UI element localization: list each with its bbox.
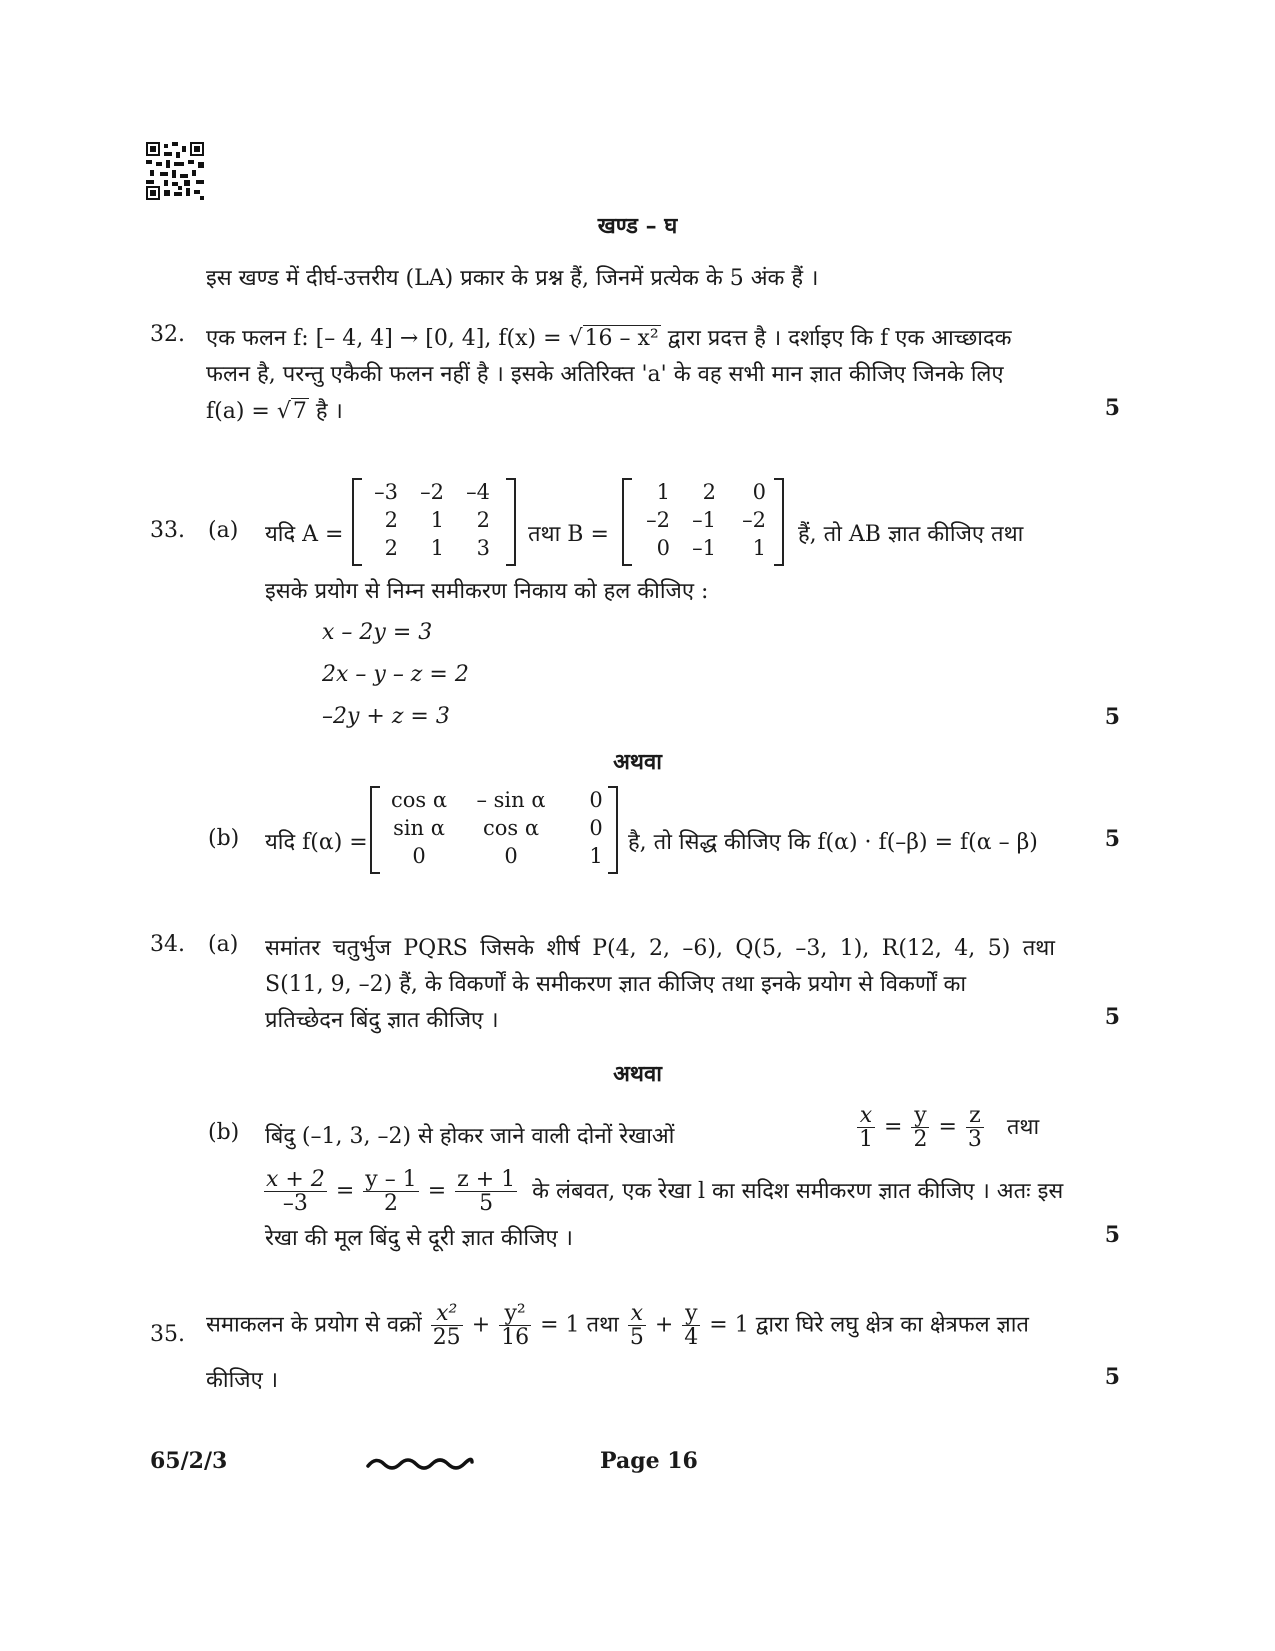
fraction: $\frac{z + 1}{5}$ bbox=[457, 1167, 516, 1217]
fraction: $\frac{\text{x²}}{25}$ bbox=[432, 1301, 461, 1351]
marks: 5 bbox=[1104, 395, 1120, 421]
marks: 5 bbox=[1104, 826, 1120, 852]
q35-line2: कीजिए । bbox=[206, 1368, 279, 1393]
fraction: $\frac{y}{4}$ bbox=[684, 1301, 699, 1351]
q33b-post: है, तो सिद्ध कीजिए कि f(α) · f(–β) = f(α – β) bbox=[628, 830, 1038, 855]
marks: 5 bbox=[1104, 1364, 1120, 1390]
matrix-cell: 3 bbox=[476, 536, 490, 560]
matrix-bracket bbox=[774, 478, 784, 566]
q32-line2: फलन है, परन्तु एकैकी फलन नहीं है । इसके अतिरिक्त 'a' के वह सभी मान ज्ञात कीजिए जिनके लिए bbox=[206, 362, 1004, 387]
marks: 5 bbox=[1104, 1222, 1120, 1248]
sub-label: (b) bbox=[208, 1120, 240, 1145]
matrix-cell: 0 bbox=[752, 480, 766, 504]
sqrt-expression: 16 – x² bbox=[584, 326, 659, 351]
q32-line1: एक फलन f: [– 4, 4] → [0, 4], f(x) = √16 – x² द्वारा प्रदत्त है । दर्शाइए कि f एक आच्छादक bbox=[206, 326, 1012, 351]
q33a-post: हैं, तो AB ज्ञात कीजिए तथा bbox=[798, 522, 1024, 547]
q33a-line2: इसके प्रयोग से निम्न समीकरण निकाय को हल कीजिए : bbox=[265, 579, 709, 604]
fraction: $\frac{x}{5}$ bbox=[629, 1301, 644, 1351]
matrix-cell: 0 bbox=[656, 536, 670, 560]
equation: x – 2y = 3 bbox=[322, 620, 433, 645]
q35-text: समाकलन के प्रयोग से वक्रों bbox=[206, 1312, 422, 1338]
matrix-cell: 0 bbox=[589, 788, 603, 812]
matrix-cell: 2 bbox=[476, 508, 490, 532]
q35-line1: समाकलन के प्रयोग से वक्रों $\frac{\text{x²}}{25}$ + $\frac{\text{y²}}{16}$ = 1 तथा $\frac{x}{5}$ + $\frac{y}{4}$ = 1 द्वारा घिरे लघु क्षेत्र का क्षेत्रफल ज्ञात bbox=[206, 1301, 1029, 1351]
fraction: $\frac{y - 1}{2}$ bbox=[365, 1167, 417, 1217]
question-number: 35. bbox=[150, 1322, 185, 1347]
question-number: 33. bbox=[150, 518, 185, 543]
matrix-a bbox=[366, 480, 494, 560]
q33a-pre: यदि A = bbox=[265, 522, 344, 547]
section-title: खण्ड – घ bbox=[597, 213, 678, 239]
q34b-fractions-1: $\frac{x}{1}$ = $\frac{y}{2}$ = $\frac{z}{3}$ तथा bbox=[859, 1103, 1040, 1153]
q33a-mid: तथा B = bbox=[528, 522, 609, 547]
fraction: $\frac{x}{1}$ bbox=[859, 1103, 873, 1153]
equation: –2y + z = 3 bbox=[322, 704, 450, 729]
matrix-cell: 2 bbox=[384, 508, 398, 532]
matrix-cell: 2 bbox=[702, 480, 716, 504]
matrix-cell: 1 bbox=[752, 536, 766, 560]
or-divider: अथवा bbox=[613, 749, 662, 775]
matrix-cell: – sin α bbox=[476, 788, 546, 812]
matrix-bracket bbox=[370, 786, 380, 874]
matrix-cell: –2 bbox=[420, 480, 444, 504]
matrix-cell: –2 bbox=[742, 508, 766, 532]
q34b-text: बिंदु (–1, 3, –2) से होकर जाने वाली दोनों रेखाओं bbox=[265, 1124, 675, 1149]
marks: 5 bbox=[1104, 704, 1120, 730]
matrix-cell: 0 bbox=[589, 816, 603, 840]
fraction: $\frac{\text{y²}}{16}$ bbox=[501, 1301, 530, 1351]
fraction: $\frac{x + 2}{-3}$ bbox=[266, 1167, 325, 1217]
matrix-cell: 1 bbox=[430, 536, 444, 560]
q33b-pre: यदि f(α) = bbox=[265, 830, 368, 855]
q32-text: f(a) = bbox=[206, 399, 277, 424]
matrix-cell: –1 bbox=[692, 536, 716, 560]
q34a-line3: प्रतिच्छेदन बिंदु ज्ञात कीजिए । bbox=[265, 1008, 499, 1033]
q34b-line3: रेखा की मूल बिंदु से दूरी ज्ञात कीजिए । bbox=[265, 1226, 573, 1251]
q32-text: द्वारा प्रदत्त है । दर्शाइए कि f एक आच्छादक bbox=[660, 326, 1012, 351]
qr-code-icon bbox=[146, 142, 204, 200]
matrix-cell: cos α bbox=[482, 816, 540, 840]
matrix-bracket bbox=[352, 478, 362, 566]
q34b-text: तथा bbox=[1006, 1114, 1040, 1140]
matrix-cell: 1 bbox=[589, 844, 603, 868]
section-intro: इस खण्ड में दीर्घ-उत्तरीय (LA) प्रकार के प्रश्न हैं, जिनमें प्रत्येक के 5 अंक हैं । bbox=[206, 266, 819, 291]
q34b-line1 bbox=[265, 1120, 674, 1150]
q34a-line1: समांतर चतुर्भुज PQRS जिसके शीर्ष P(4, 2, –6), Q(5, –3, 1), R(12, 4, 5) तथा bbox=[265, 936, 1055, 961]
q34a-line2: S(11, 9, –2) हैं, के विकर्णों के समीकरण ज्ञात कीजिए तथा इनके प्रयोग से विकर्णों का bbox=[265, 972, 967, 997]
matrix-f bbox=[384, 788, 628, 868]
q32-line3: f(a) = √7 है । bbox=[206, 399, 343, 424]
page-number: Page 16 bbox=[600, 1448, 698, 1474]
matrix-bracket bbox=[622, 478, 632, 566]
matrix-bracket bbox=[506, 478, 516, 566]
fraction: $\frac{z}{3}$ bbox=[967, 1103, 982, 1153]
matrix-cell: –1 bbox=[692, 508, 716, 532]
equation: 2x – y – z = 2 bbox=[322, 662, 469, 687]
matrix-cell: 1 bbox=[656, 480, 670, 504]
sub-label: (a) bbox=[208, 932, 239, 957]
matrix-cell: 0 bbox=[504, 844, 518, 868]
question-number: 32. bbox=[150, 322, 185, 347]
q35-text: = 1 द्वारा घिरे लघु क्षेत्र का क्षेत्रफल ज्ञात bbox=[709, 1312, 1029, 1338]
matrix-cell: 0 bbox=[412, 844, 426, 868]
matrix-cell: –3 bbox=[374, 480, 398, 504]
matrix-cell: –2 bbox=[646, 508, 670, 532]
q32-text: है । bbox=[308, 399, 343, 424]
matrix-b bbox=[634, 480, 770, 560]
wave-ornament-icon bbox=[366, 1452, 474, 1474]
sqrt-expression: 7 bbox=[292, 399, 307, 424]
q35-text: = 1 तथा bbox=[540, 1312, 619, 1338]
sub-label: (b) bbox=[208, 826, 240, 851]
marks: 5 bbox=[1104, 1004, 1120, 1030]
q32-text: एक फलन f: [– 4, 4] → [0, 4], f(x) = bbox=[206, 326, 569, 351]
matrix-cell: cos α bbox=[390, 788, 448, 812]
question-number: 34. bbox=[150, 932, 185, 957]
q34b-text: के लंबवत, एक रेखा l का सदिश समीकरण ज्ञात कीजिए । अतः इस bbox=[532, 1178, 1064, 1204]
matrix-bracket bbox=[608, 786, 618, 874]
matrix-cell: –4 bbox=[466, 480, 490, 504]
matrix-cell: sin α bbox=[393, 816, 445, 840]
sub-label: (a) bbox=[208, 518, 239, 543]
or-divider: अथवा bbox=[613, 1061, 662, 1087]
fraction: $\frac{y}{2}$ bbox=[913, 1103, 928, 1153]
matrix-cell: 2 bbox=[384, 536, 398, 560]
paper-code: 65/2/3 bbox=[150, 1448, 228, 1474]
q34b-line2: $\frac{x + 2}{-3}$ = $\frac{y - 1}{2}$ = $\frac{z + 1}{5}$ के लंबवत, एक रेखा l का सदिश समीकरण ज्ञात कीजिए । अतः इस bbox=[266, 1167, 1064, 1217]
matrix-cell: 1 bbox=[430, 508, 444, 532]
